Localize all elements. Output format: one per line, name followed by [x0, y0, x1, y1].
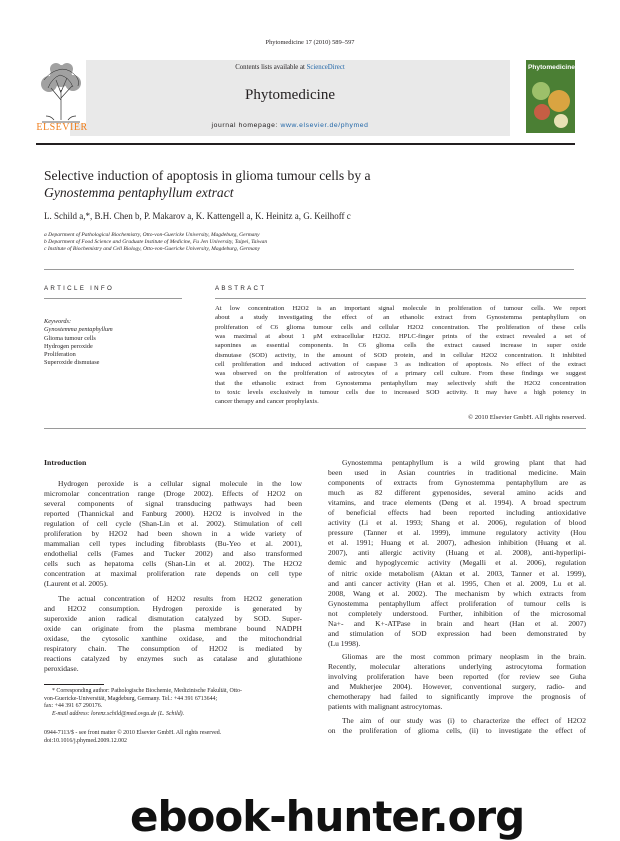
abstract-line: was maximal at about 1 μM extracellular H2O2. HPLC-finger prints of the extract revealed a set of: [215, 333, 586, 341]
text-line: peroxidase.: [44, 664, 79, 674]
footnote-corresponding-cont: von-Guericke-Universität, Magdeburg, Germany. Tel.: +44 391 6713644;: [44, 695, 218, 702]
text-line: (Lu 1998).: [328, 638, 361, 648]
keywords-label: Keywords:: [44, 318, 72, 325]
text-line: of beneficial effects had been reported including antioxidative: [328, 508, 586, 518]
intro-paragraph-1: [44, 479, 302, 590]
text-line: and H2O2 consumption. Hydrogen peroxide is generated by: [44, 604, 302, 614]
abstract-line: saponines as essential components. In C6 glioma cells the extract caused increase in super oxide: [215, 342, 586, 350]
keyword-item: Gynostemma pentaphyllum: [44, 326, 113, 334]
text-line: cells such as hepatoma cells (Shan-Lin et al. 2002). The H2O2: [44, 559, 302, 569]
footnote-fax: fax: +44 391 67 290176.: [44, 703, 103, 710]
abstract-line: about a study investigating the effect of an ethanolic extract from Gynostemma pentaphyllum on: [215, 314, 586, 322]
text-line: Na+- and K+-ATPase in brain and heart (Han et al. 2007): [328, 618, 586, 628]
journal-cover-thumbnail: [526, 60, 575, 133]
abstract-line: was observed on the proliferation of astrocytes of a primary cell culture. From these findings we suggest: [215, 370, 586, 378]
keywords-block: [44, 318, 184, 368]
cover-image-blob: [532, 82, 550, 100]
affiliation-a: a Department of Pathological Biochemistry, Otto-von-Guericke University, Magdeburg, Germany: [44, 232, 260, 238]
text-line: (Laurent et al. 2005).: [44, 579, 108, 589]
text-line: demic and hypoglycemic activity (Megalli et al. 2006), regulation: [328, 558, 586, 568]
abstract-line: proliferation of C6 glioma tumour cells and cellular H2O2 concentration. The proliferation of these cells: [215, 323, 586, 331]
journal-reference: Phytomedicine 17 (2010) 589–597: [265, 39, 355, 46]
text-line: reported (Thannickal and Fanburg 2000). H2O2 is involved in the: [44, 509, 302, 519]
text-line: Recently, molecular alterations underlying astrocytoma formation: [328, 662, 586, 672]
introduction-heading: Introduction: [44, 458, 87, 467]
text-line: superoxide anion radical dismutation catalyzed by SOD. Super-: [44, 614, 302, 624]
text-line: of nitric oxide metabolism (Aktan et al. 2003, Tanner et al. 1999),: [328, 568, 586, 578]
abstract-line: that the ethanolic extract from Gynostemma pentaphyllum may selectively shift the H2O2 concentration: [215, 379, 586, 387]
text-line: on the proliferation of glioma cells, (ii) to investigate the effect of: [328, 726, 586, 736]
right-paragraph-3: [328, 716, 586, 736]
right-paragraph-2: [328, 652, 586, 712]
text-line: micromolar concentration range (Droge 2002). Effects of H2O2 on: [44, 489, 302, 499]
text-line: and anti cancer activity (Han et al. 1995, Chen et al. 2009, Lu et al.: [328, 578, 586, 588]
title-line-2: Gynostemma pentaphyllum extract: [44, 185, 234, 200]
abstract-line: cell proliferation and induced activation of caspase 3 as indication of apoptosis. No effect of the extract: [215, 361, 586, 369]
doi-line: doi:10.1016/j.phymed.2009.12.002: [44, 737, 127, 744]
text-line: et al. 1991; Huang et al. 2007), adhesion inhibition (Huang et al.: [328, 538, 586, 548]
text-line: 2008, Wang et al. 2002). The mechanism by which extracts from: [328, 588, 586, 598]
title-line-1: Selective induction of apoptosis in glioma tumour cells by a: [44, 168, 371, 183]
affiliation-c: c Institute of Biochemistry and Cell Biology, Otto-von-Guericke University, Magdeburg, Germany: [44, 246, 260, 253]
text-line: much as 82 different gypenosides, several amino acids and: [328, 488, 586, 498]
homepage-link[interactable]: www.elsevier.de/phymed: [280, 122, 369, 129]
text-line: respiratory chain. The consumption of H2O2 is mediated by: [44, 644, 302, 654]
header-rule: [36, 143, 575, 145]
keyword-item: Superoxide dismutase: [44, 359, 100, 367]
article-title: [44, 167, 564, 201]
abstract-heading: ABSTRACT: [215, 285, 267, 292]
footnote-rule: [44, 684, 104, 685]
text-line: Gynostemma pentaphyllum affect proliferation of tumour cells is: [328, 598, 586, 608]
text-line: components of extracts from Gynostemma pentaphyllum are as: [328, 478, 586, 488]
cover-title: Phytomedicine: [528, 64, 575, 71]
text-line: pressure (Tanner et al. 1999), immune regulatory activity (Hou: [328, 528, 586, 538]
front-matter: [44, 730, 304, 745]
text-line: activity (Li et al. 1993; Shang et al. 2006), regulation of blood: [328, 518, 586, 528]
text-line: regulation of cell cycle (Shan-Lin et al. 2002). Stimulation of cell: [44, 519, 302, 529]
abstract-rule: [215, 298, 586, 299]
text-line: and Mukherjee 2004). However, conventional surgery, radio- and: [328, 682, 586, 692]
footnote: [44, 688, 302, 718]
sciencedirect-link[interactable]: ScienceDirect: [306, 64, 345, 71]
affiliation-b: b Department of Food Science and Graduate Institute of Medicine, Fu Jen University, Taipei, Taiwan: [44, 239, 268, 246]
text-line: several components of signal transducing pathways had been: [44, 499, 302, 509]
text-line: Gliomas are the most common primary neoplasm in the brain.: [342, 652, 586, 661]
text-line: Gynostemma pentaphyllum is a wild growing plant that had: [342, 458, 586, 467]
text-line: oxide can originate from the plasma membrane bound NADPH: [44, 624, 302, 634]
keyword-item: Glioma tumour cells: [44, 334, 96, 342]
text-line: vitamins, and trace elements (Deng et al. 1994). A broad spectrum: [328, 498, 586, 508]
abstract-bottom-rule: [44, 428, 586, 429]
article-info-rule: [44, 298, 182, 299]
abstract-line: dismutase (SOD) activity, in the amount of SOD protein, and in cellular H2O2 concentration. It inhibited: [215, 351, 586, 359]
authors: L. Schild a,*, B.H. Chen b, P. Makarov a, K. Kattengell a, K. Heinitz a, G. Keilhoff c: [44, 211, 351, 221]
text-line: 2007), anti allergic activity (Huang et al. 2008), anti-hyperlipi-: [328, 548, 586, 558]
affiliations: [44, 232, 574, 254]
text-line: endothelial cells (Fames and Tucker 2002) and also transformed: [44, 549, 302, 559]
right-paragraph-1: [328, 458, 586, 649]
text-line: and stimulation of SOD expression had been demonstrated by: [328, 628, 586, 638]
intro-paragraph-2: [44, 594, 302, 674]
watermark: ebook-hunter.org: [130, 792, 525, 841]
text-line: chemotherapy had failed to significantly improve the prognosis of: [328, 692, 586, 702]
text-line: concentration at maximal proliferation rate depends on cell type: [44, 569, 302, 579]
footnote-corresponding: * Corresponding author: Pathologische Biochemie, Medizinische Fakultät, Otto-: [52, 688, 242, 694]
abstract-line: to toxic levels exclusively in tumour cells due to increased SOD activity. It may have a high potency in: [215, 389, 586, 397]
abstract-line: cancer therapy and cancer prophylaxis.: [215, 398, 319, 406]
text-line: not completely understood. Further, inhibition of the microsomal: [328, 608, 586, 618]
cover-image-blob: [534, 104, 550, 120]
abstract-line: At low concentration H2O2 is an important signal molecule in proliferation of tumour cells. We report: [215, 305, 586, 312]
journal-name: Phytomedicine: [245, 87, 335, 103]
text-line: mammalian cell types including fibroblasts (Bu-Yeo et al. 2001),: [44, 539, 302, 549]
contents-prefix: Contents lists available at: [235, 64, 305, 71]
text-line: patients with malignant astrocytomas.: [328, 702, 443, 712]
text-line: proliferation by H2O2 had been shown in a wide variety of: [44, 529, 302, 539]
abstract-text: [215, 304, 586, 407]
text-line: The aim of our study was (i) to characterize the effect of H2O2: [342, 716, 586, 725]
keyword-item: Hydrogen peroxide: [44, 342, 93, 350]
cover-image-blob: [548, 90, 570, 112]
issn-line: 0944-7113/$ - see front matter © 2010 Elsevier GmbH. All rights reserved.: [44, 730, 222, 736]
text-line: been used in Asian countries in traditional medicine. Main: [328, 468, 586, 478]
text-line: involving proliferation have been reported (for review see Guha: [328, 672, 586, 682]
journal-homepage: [70, 122, 510, 129]
article-info-heading: ARTICLE INFO: [44, 285, 115, 292]
text-line: The actual concentration of H2O2 results from H2O2 generation: [58, 594, 302, 603]
contents-line: [70, 64, 510, 73]
footnote-email: E-mail address: lorenz.schild@med.ovgu.de (L. Schild).: [52, 710, 185, 717]
affiliation-rule: [44, 269, 574, 270]
abstract-copyright: © 2010 Elsevier GmbH. All rights reserved.: [467, 414, 586, 421]
text-line: oxidase, the cytosolic xanthine oxidase, and the mitochondrial: [44, 634, 302, 644]
homepage-prefix: journal homepage:: [211, 122, 278, 129]
keyword-item: Proliferation: [44, 351, 76, 359]
text-line: Hydrogen peroxide is a cellular signal molecule in the low: [58, 479, 302, 488]
cover-image-blob: [554, 114, 568, 128]
elsevier-wordmark: ELSEVIER: [36, 122, 88, 133]
text-line: reactions catalyzed by enzymes such as catalase and glutathione: [44, 654, 302, 664]
